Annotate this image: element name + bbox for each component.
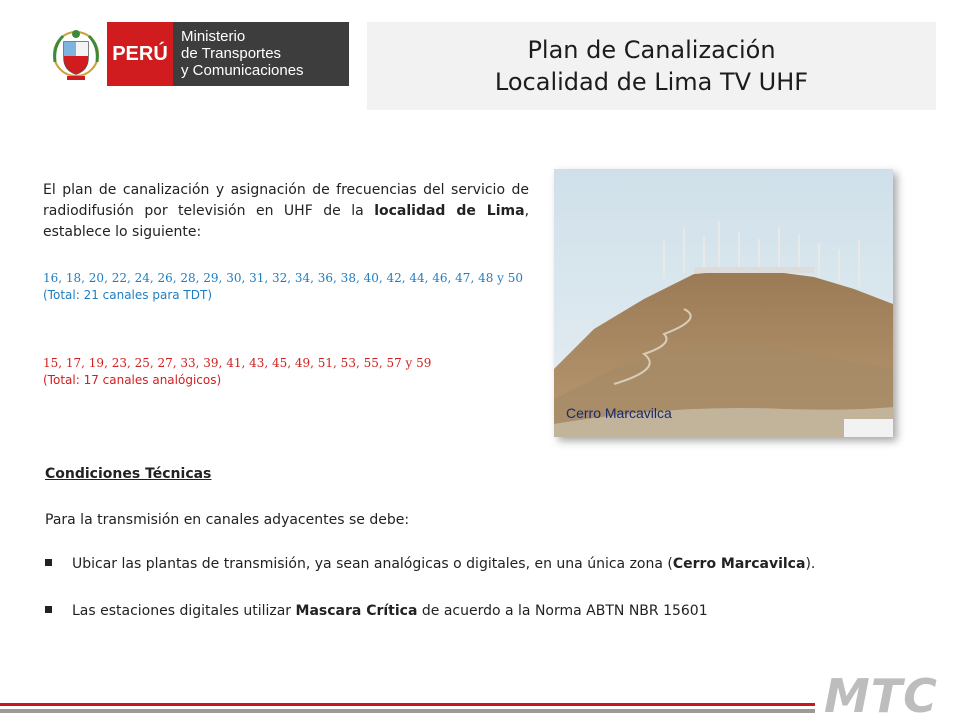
bullet-item xyxy=(45,603,708,619)
analog-channel-list: 15, 17, 19, 23, 25, 27, 33, 39, 41, 43, 45, 49, 51, 53, 55, 57 y 59 xyxy=(43,356,432,370)
analog-channels xyxy=(43,355,529,389)
conditions-intro: Para la transmisión en canales adyacentes se debe: xyxy=(45,512,410,528)
slide-title xyxy=(367,22,936,110)
ministry-line-2: de Transportes xyxy=(181,45,282,62)
ministry-line-1: Ministerio xyxy=(181,28,246,45)
bullet1-text-start: Ubicar las plantas de transmisión, ya sean analógicas o digitales, en una única zona ( xyxy=(72,556,673,572)
bullet1-bold: Cerro Marcavilca xyxy=(672,556,806,572)
bullet-text xyxy=(72,556,815,572)
bullet2-text-start: Las estaciones digitales utilizar xyxy=(72,603,296,619)
analog-total: (Total: 17 canales analógicos) xyxy=(43,373,222,387)
photo-caption: Cerro Marcavilca xyxy=(566,405,672,421)
bullet-square-icon xyxy=(45,606,52,613)
cerro-marcavilca-photo xyxy=(554,169,893,437)
bullet2-bold: Mascara Crítica xyxy=(295,603,418,619)
mtc-brand-logo: MTC xyxy=(824,669,938,723)
digital-channels xyxy=(43,270,529,304)
bullet2-text-end: de acuerdo a la Norma ABTN NBR 15601 xyxy=(417,603,708,619)
ministry-line-3: y Comunicaciones xyxy=(181,62,304,79)
ministry-name xyxy=(173,22,349,86)
peru-label: PERÚ xyxy=(107,22,173,86)
footer-gray-line xyxy=(0,709,815,713)
title-line-2: Localidad de Lima TV UHF xyxy=(494,68,809,96)
ministry-logo xyxy=(45,22,349,86)
intro-text-start: El plan de canalización y asignación de frecuencias del servicio de radiodifusión por televisión en UHF de la xyxy=(43,182,529,219)
bullet-item xyxy=(45,556,815,572)
digital-total: (Total: 21 canales para TDT) xyxy=(43,288,212,302)
bullet-square-icon xyxy=(45,559,52,566)
title-line-1: Plan de Canalización xyxy=(527,36,776,64)
intro-bold: localidad de Lima xyxy=(374,203,525,219)
intro-paragraph xyxy=(43,180,529,243)
coat-of-arms-icon xyxy=(45,22,107,86)
bullet-text xyxy=(72,603,708,619)
footer-red-line xyxy=(0,703,815,706)
digital-channel-list: 16, 18, 20, 22, 24, 26, 28, 29, 30, 31, 32, 34, 36, 38, 40, 42, 44, 46, 47, 48 y 50 xyxy=(43,271,524,285)
intro-text-end: , establece lo siguiente: xyxy=(43,203,530,240)
bullet1-text-end: ). xyxy=(805,556,816,572)
conditions-heading: Condiciones Técnicas xyxy=(45,466,212,482)
